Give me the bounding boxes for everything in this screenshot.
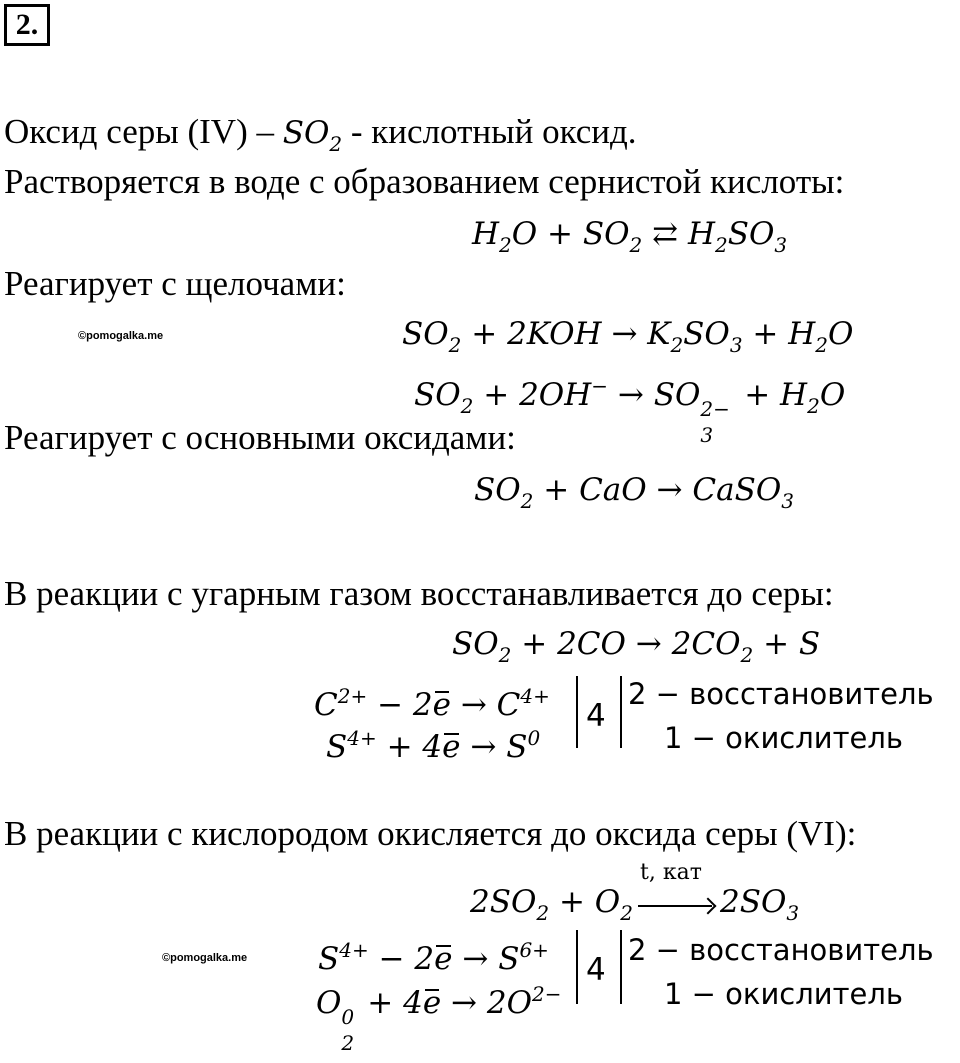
role-oxidizer: 1 − окислитель: [664, 721, 903, 755]
alkali-text: Реагирует с щелочами:: [4, 264, 346, 303]
role-reducer-2: 2 − восстановитель: [628, 933, 934, 967]
equation-ionic: $SO_2 + 2OH^-$ → SO 2− 3 + $H_2O$: [414, 374, 846, 447]
reaction-arrow: [638, 905, 712, 907]
balance-bar-right-2: [620, 930, 622, 1004]
intro-line: [4, 112, 637, 164]
task-number: 2.: [4, 4, 50, 46]
half-reaction-sulfur-ox: $S^{4+} - 2e \to S^{6+}$: [318, 938, 549, 977]
half-reaction-sulfur: $S^{4+} + 4e \to S^0$: [326, 726, 541, 765]
oxygen-reaction-text: В реакции с кислородом окисляется до оксида серы (VI):: [4, 814, 857, 853]
half-reaction-carbon: $C^{2+} - 2e \to C^{4+}$: [314, 684, 550, 723]
role-oxidizer-2: 1 − окислитель: [664, 977, 903, 1011]
formula-so2: $SO_2$: [282, 115, 343, 156]
basic-oxides-text: Реагирует с основными оксидами:: [4, 418, 516, 457]
co-reaction-text: В реакции с угарным газом восстанавливается до серы:: [4, 574, 834, 613]
balance-coefficient: 4: [586, 698, 606, 734]
reaction-condition: t, кат: [640, 860, 702, 885]
watermark: ©pomogalka.me: [78, 330, 164, 342]
equation-koh: $SO_2 + 2KOH \to K_2SO_3 + H_2O$: [402, 316, 854, 357]
balance-coefficient-2: 4: [586, 952, 606, 988]
half-reaction-oxygen: O 0 2 + $4e \to 2O^{2-}$: [316, 982, 562, 1055]
equation-cao: $SO_2$ + CaO → CaSO$_3$: [474, 472, 794, 513]
water-reaction-text: Растворяется в воде с образованием сернистой кислоты:: [4, 162, 845, 201]
balance-bar-left: [576, 676, 578, 748]
watermark: ©pomogalka.me: [162, 952, 248, 964]
intro-text: Оксид серы (IV) –: [4, 112, 283, 151]
intro-suffix: - кислотный оксид.: [342, 112, 637, 151]
equation-co: $SO_2 + 2CO \to 2CO_2 + S$: [452, 626, 821, 667]
equation-o2-left: $2SO_2 + O_2$: [470, 884, 633, 925]
role-reducer: 2 − восстановитель: [628, 677, 934, 711]
balance-bar-left-2: [576, 930, 578, 1004]
equation-water: $H_2O + SO_2$ ⇄ $H_2SO_3$: [472, 216, 788, 257]
equation-o2-right: $2SO_3$: [720, 884, 800, 925]
balance-bar-right: [620, 676, 622, 748]
